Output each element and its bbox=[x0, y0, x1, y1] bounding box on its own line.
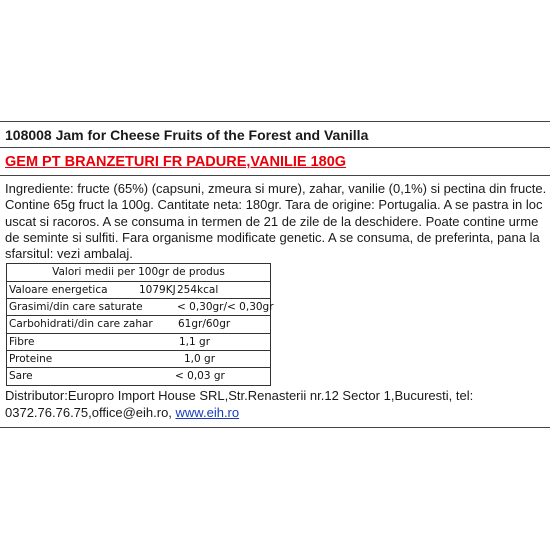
distributor-info bbox=[5, 388, 545, 421]
distributor-contact-text: 0372.76.76.75,office@eih.ro, bbox=[5, 404, 176, 420]
nutrition-label: Grasimi/din care saturate bbox=[9, 301, 143, 314]
ingredients-line: Contine 65g fruct la 100g. Cantitate neta: 180gr. Tara de origine: Portugalia. A se pastra in loc bbox=[5, 197, 543, 213]
nutrition-value: < 0,30gr/< 0,30gr bbox=[177, 301, 274, 314]
nutrition-value-kj: 1079KJ bbox=[139, 284, 176, 296]
nutrition-value-kcal: 254kcal bbox=[177, 284, 219, 296]
nutrition-value: < 0,03 gr bbox=[175, 369, 225, 382]
nutrition-label: Carbohidrati/din care zahar bbox=[9, 318, 153, 331]
nutrition-label: Proteine bbox=[9, 352, 53, 365]
product-title: GEM PT BRANZETURI FR PADURE,VANILIE 180G bbox=[5, 154, 347, 170]
distributor-line: Distributor:Europro Import House SRL,Str.Renasterii nr.12 Sector 1,Bucuresti, tel: bbox=[5, 388, 474, 403]
nutrition-label: Fibre bbox=[9, 335, 35, 348]
nutrition-value: 1,0 gr bbox=[184, 352, 216, 365]
nutrition-row bbox=[7, 334, 270, 351]
nutrition-row bbox=[7, 351, 270, 368]
product-title-section bbox=[0, 148, 550, 176]
nutrition-row bbox=[7, 299, 274, 316]
distributor-contact-line bbox=[5, 405, 545, 422]
nutrition-label: Valoare energetica bbox=[9, 284, 108, 296]
product-code-section bbox=[0, 122, 550, 148]
ingredients-line: Ingrediente: fructe (65%) (capsuni, zmeura si mure), zahar, vanilie (0,1%) si pectina din fructe. bbox=[5, 181, 547, 196]
nutrition-label: Sare bbox=[9, 369, 33, 382]
nutrition-value: 61gr/60gr bbox=[178, 318, 231, 331]
website-link[interactable]: www.eih.ro bbox=[175, 404, 240, 420]
nutrition-table bbox=[6, 263, 274, 386]
ingredients-text bbox=[5, 181, 545, 262]
nutrition-table-header: Valori medii per 100gr de produs bbox=[7, 264, 270, 282]
nutrition-row bbox=[7, 316, 270, 333]
nutrition-value: 1,1 gr bbox=[179, 335, 211, 348]
ingredients-line: de seminte si sulfiti. Fara organisme modificate genetic. A se consuma, de preferinta, pana la bbox=[5, 229, 540, 245]
nutrition-row bbox=[7, 368, 270, 385]
ingredients-line: sfarsitul: vezi ambalaj. bbox=[5, 246, 133, 262]
product-details-section bbox=[0, 176, 550, 429]
product-info-sheet bbox=[0, 121, 550, 428]
product-code-line: 108008 Jam for Cheese Fruits of the Forest and Vanilla bbox=[5, 127, 369, 143]
nutrition-row bbox=[7, 282, 270, 299]
ingredients-line: uscat si racoros. A se consuma in termen de 21 de zile de la deschidere. Poate contine urme bbox=[5, 213, 539, 229]
